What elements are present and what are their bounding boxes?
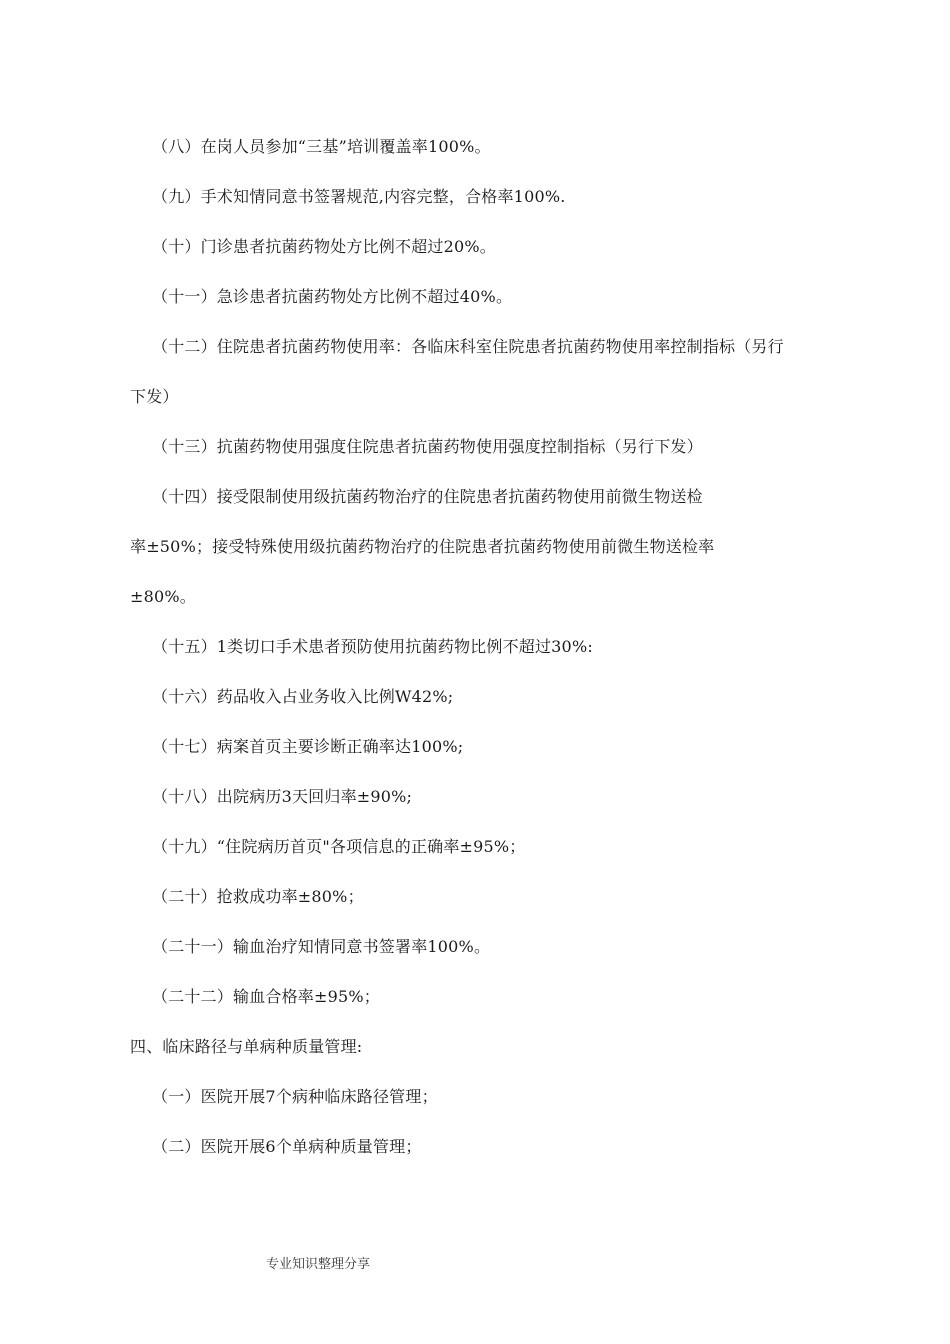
- text-line-8: （八）在岗人员参加“三基”培训覆盖率100%。: [152, 137, 491, 156]
- text-line-10: （十）门诊患者抗菌药物处方比例不超过20%。: [152, 237, 496, 256]
- text-line-9: （九）手术知情同意书签署规范,内容完整，合格率100%.: [152, 187, 566, 206]
- text-line-14: （十四）接受限制使用级抗菌药物治疗的住院患者抗菌药物使用前微生物送检: [152, 487, 703, 506]
- text-line-17: （十七）病案首页主要诊断正确率达100%;: [152, 737, 464, 756]
- text-line-12-cont: 下发）: [130, 387, 179, 406]
- text-line-16: （十六）药品收入占业务收入比例W42%;: [152, 687, 454, 706]
- text-line-s4-2: （二）医院开展6个单病种质量管理；: [152, 1137, 422, 1156]
- text-line-12: （十二）住院患者抗菌药物使用率：各临床科室住院患者抗菌药物使用率控制指标（另行: [152, 337, 784, 356]
- text-line-14-cont-1: 率±50%；接受特殊使用级抗菌药物治疗的住院患者抗菌药物使用前微生物送检率: [130, 537, 715, 556]
- text-line-19: （十九）“住院病历首页"各项信息的正确率±95%；: [152, 837, 526, 856]
- text-line-20: （二十）抢救成功率±80%；: [152, 887, 364, 906]
- text-line-22: （二十二）输血合格率±95%；: [152, 987, 380, 1006]
- text-line-18: （十八）出院病历3天回归率±90%;: [152, 787, 413, 806]
- section-heading-4: 四、临床路径与单病种质量管理:: [130, 1037, 363, 1056]
- text-line-15: （十五）1类切口手术患者预防使用抗菌药物比例不超过30%:: [152, 637, 593, 656]
- text-line-21: （二十一）输血治疗知情同意书签署率100%。: [152, 937, 491, 956]
- text-line-s4-1: （一）医院开展7个病种临床路径管理；: [152, 1087, 438, 1106]
- page-footer: 专业知识整理分享: [266, 1257, 371, 1272]
- text-line-13: （十三）抗菌药物使用强度住院患者抗菌药物使用强度控制指标（另行下发）: [152, 437, 703, 456]
- text-line-11: （十一）急诊患者抗菌药物处方比例不超过40%。: [152, 287, 513, 306]
- text-line-14-cont-2: ±80%。: [130, 587, 196, 606]
